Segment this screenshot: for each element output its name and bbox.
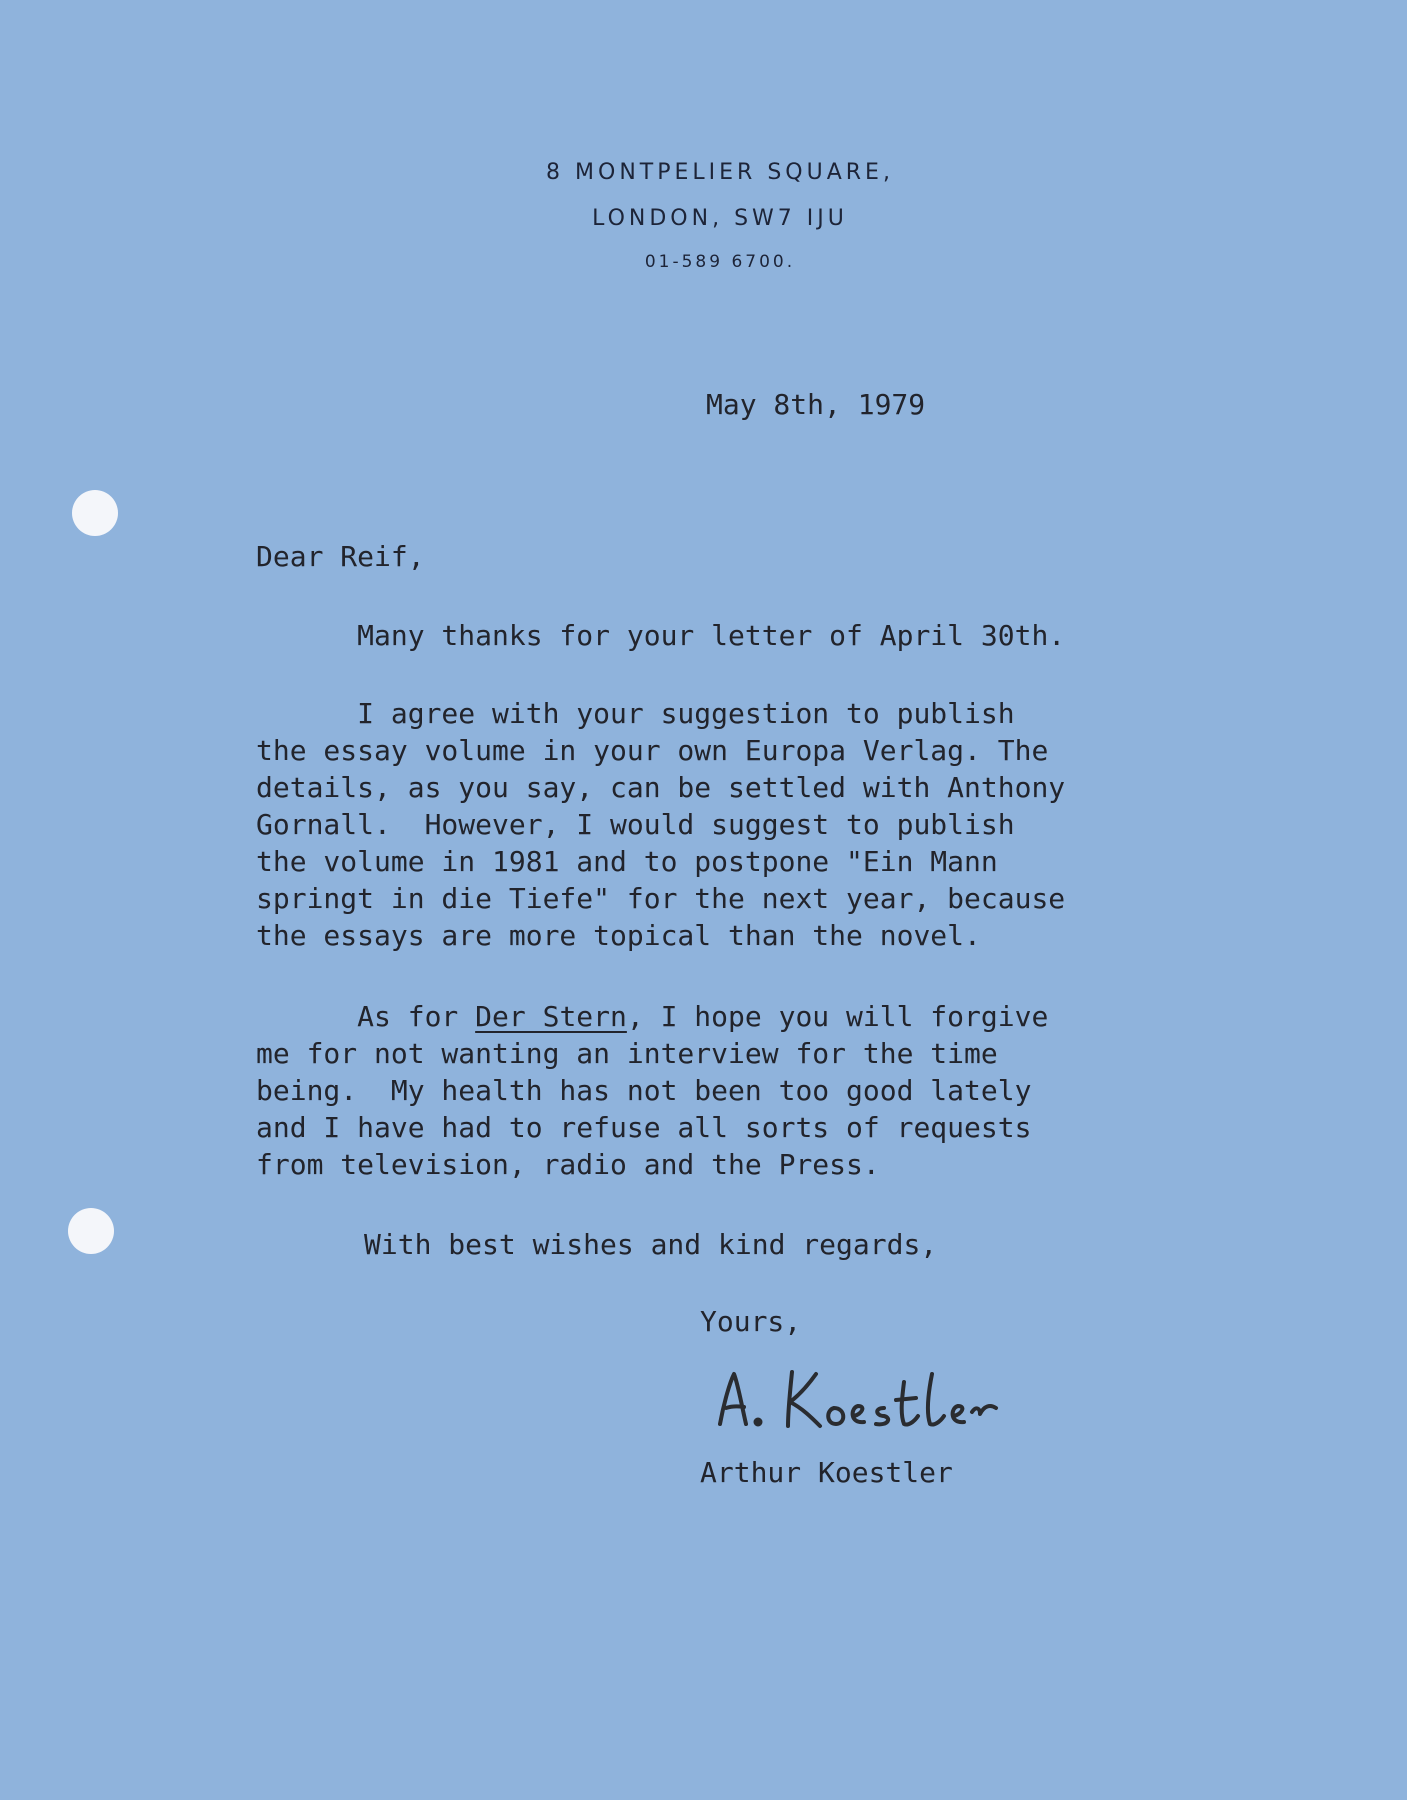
- letter-date: May 8th, 1979: [706, 388, 926, 421]
- punch-hole-bottom: [68, 1208, 114, 1254]
- punch-hole-top: [72, 490, 118, 536]
- closing-line: With best wishes and kind regards,: [364, 1228, 938, 1261]
- letterhead: [420, 150, 1020, 282]
- letterhead-city-line: LONDON, SW7 IJU: [592, 206, 848, 231]
- handwritten-signature: [700, 1352, 1040, 1442]
- paragraph-2: I agree with your suggestion to publish the essay volume in your own Europa Verlag. The details, as you say, can be settled with Anthony Gornall. However, I would suggest to publish the volume in 1981 and to postpone "Ein Mann springt in die Tiefe" for the next year, because the essays are more topical than the novel.: [256, 697, 1066, 952]
- underlined-publication-name: Der Stern: [475, 1000, 627, 1033]
- paragraph-3-rest: , I hope you will forgive me for not wanting an interview for the time being. My health has not been too good lately and I have had to refuse all sorts of requests from television, radio and the Press.: [256, 1000, 1049, 1181]
- paragraph-3-lead: As for: [256, 1000, 476, 1033]
- letterhead-phone-line: 01-589 6700.: [644, 252, 796, 272]
- letterhead-address-line: 8 MONTPELIER SQUARE,: [546, 160, 894, 185]
- paragraph-1: Many thanks for your letter of April 30th.: [256, 619, 1066, 652]
- typed-signatory-name: Arthur Koestler: [700, 1456, 953, 1489]
- paragraph-3: [256, 998, 1048, 1183]
- valediction: Yours,: [700, 1305, 802, 1338]
- salutation: Dear Reif,: [256, 540, 425, 573]
